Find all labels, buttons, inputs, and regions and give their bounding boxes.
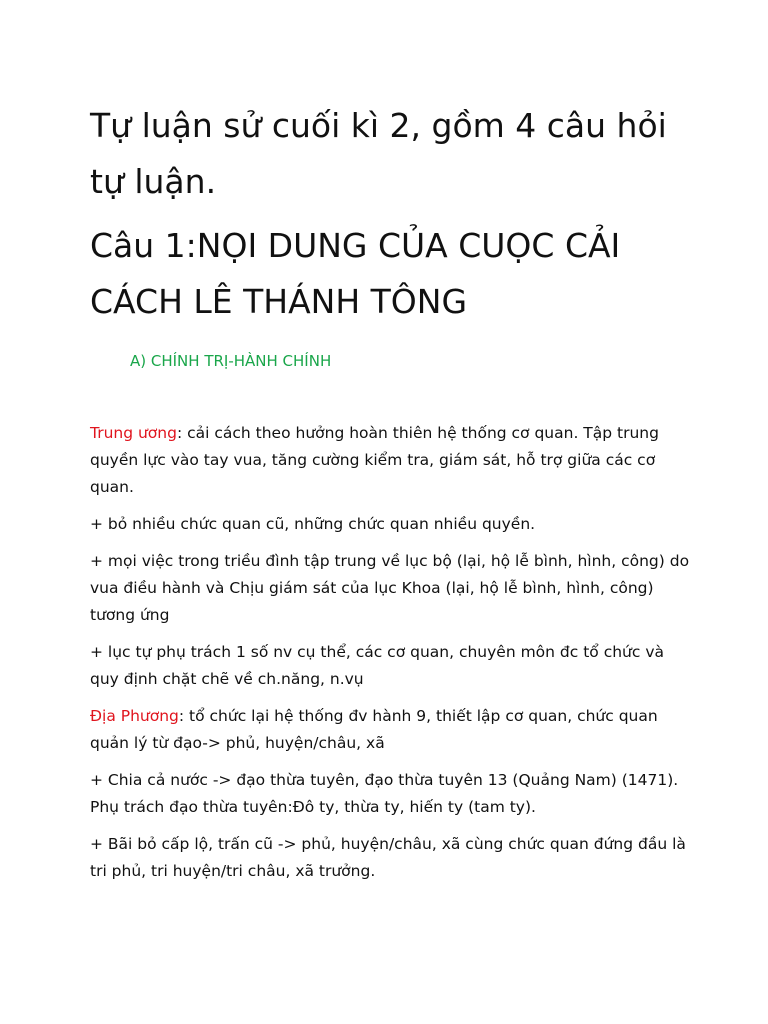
paragraph-six-courts: + lục tự phụ trách 1 số nv cụ thể, các cơ quan, chuyên môn đc tổ chức và quy định chặt chẽ về ch.năng, n.vụ: [90, 643, 664, 688]
paragraph-divide-country: + Chia cả nước -> đạo thừa tuyên, đạo thừa tuyên 13 (Quảng Nam) (1471). Phụ trách đạo thừa tuyên:Đô ty, thừa ty, hiến ty (tam ty).: [90, 771, 679, 816]
document-page: [90, 98, 690, 885]
central-label: Trung ương: [90, 424, 177, 442]
document-title: Tự luận sử cuối kì 2, gồm 4 câu hỏi tự luận.: [90, 106, 667, 201]
paragraph-abolish-levels: + Bãi bỏ cấp lộ, trấn cũ -> phủ, huyện/châu, xã cùng chức quan đứng đầu là tri phủ, tri huyện/tri châu, xã trưởng.: [90, 835, 686, 880]
central-text: : cải cách theo hưởng hoàn thiên hệ thống cơ quan. Tập trung quyền lực vào tay vua, tăng cường kiểm tra, giám sát, hỗ trợ giữa các cơ quan.: [90, 424, 659, 496]
local-text: : tổ chức lại hệ thống đv hành 9, thiết lập cơ quan, chức quan quản lý từ đạo-> phủ, huyện/châu, xã: [90, 707, 658, 752]
section-a-heading: A) CHÍNH TRỊ-HÀNH CHÍNH: [130, 352, 332, 370]
paragraph-six-ministries: + mọi việc trong triều đình tập trung về lục bộ (lại, hộ lễ bình, hình, công) do vua điều hành và Chịu giám sát của lục Khoa (lại, hộ lễ bình, hình, công) tương ứng: [90, 552, 690, 624]
paragraph-abolish-offices: + bỏ nhiều chức quan cũ, những chức quan nhiều quyền.: [90, 515, 536, 533]
local-label: Địa Phương: [90, 707, 179, 725]
paragraph-central: [90, 420, 690, 501]
question-1-heading: Câu 1:NỌI DUNG CỦA CUỌC CẢI CÁCH LÊ THÁNH TÔNG: [90, 226, 621, 321]
paragraph-local: [90, 703, 690, 757]
